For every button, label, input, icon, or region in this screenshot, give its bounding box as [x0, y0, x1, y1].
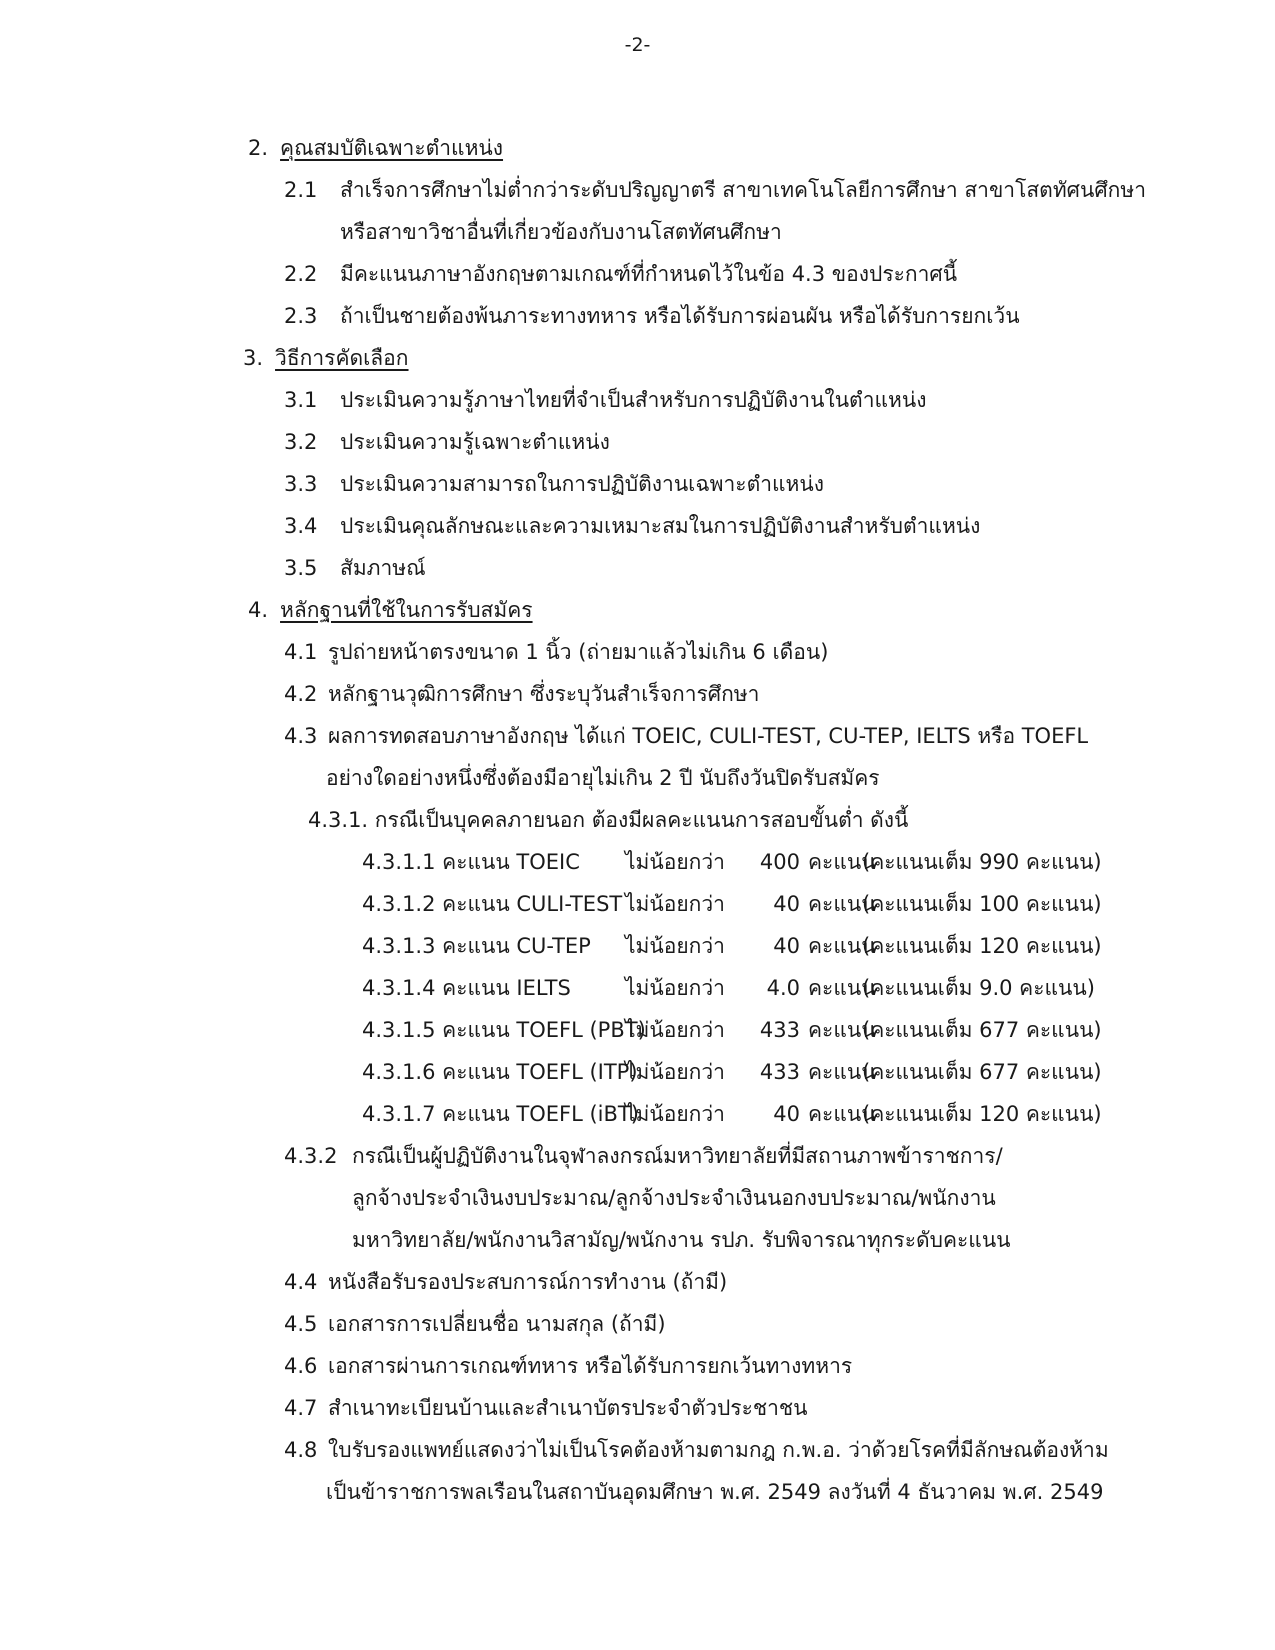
item-3-5 — [284, 554, 426, 582]
item-4-5 — [284, 1310, 666, 1338]
section-2-heading — [248, 134, 503, 162]
item-2-1 — [284, 176, 1146, 204]
score-label: 4.3.1.3 คะแนน CU-TEP — [362, 934, 591, 958]
item-text: ประเมินความรู้เฉพาะตำแหน่ง — [340, 430, 610, 454]
item-number: 3.3 — [284, 472, 318, 496]
item-text: ผลการทดสอบภาษาอังกฤษ ได้แก่ TOEIC, CULI-TEST, CU-TEP, IELTS หรือ TOEFL — [328, 724, 1089, 748]
score-full: (คะแนนเต็ม 100 คะแนน) — [862, 892, 1102, 916]
item-number: 3.1 — [284, 388, 318, 412]
section-number: 2. — [248, 136, 269, 160]
item-4-3-continued: อย่างใดอย่างหนึ่งซึ่งต้องมีอายุไม่เกิน 2 ปี นับถึงวันปิดรับสมัคร — [326, 766, 880, 790]
score-min-text: ไม่น้อยกว่า — [625, 1018, 725, 1042]
item-number: 3.5 — [284, 556, 318, 580]
item-4-4 — [284, 1268, 727, 1296]
page-number: -2- — [624, 34, 651, 56]
score-full: (คะแนนเต็ม 120 คะแนน) — [862, 1102, 1102, 1126]
item-text: สำเนาทะเบียนบ้านและสำเนาบัตรประจำตัวประชาชน — [328, 1396, 808, 1420]
item-text: สัมภาษณ์ — [340, 556, 426, 580]
item-text: เอกสารผ่านการเกณฑ์ทหาร หรือได้รับการยกเว้นทางทหาร — [328, 1354, 853, 1378]
score-full: (คะแนนเต็ม 990 คะแนน) — [862, 850, 1102, 874]
score-unit: คะแนน — [808, 850, 876, 874]
item-text: ประเมินความสามารถในการปฏิบัติงานเฉพาะตำแหน่ง — [340, 472, 824, 496]
item-number: 3.2 — [284, 430, 318, 454]
item-number: 2.2 — [284, 262, 318, 286]
item-number: 4.2 — [284, 682, 318, 706]
score-min-value: 40 — [773, 892, 800, 916]
item-number: 2.1 — [284, 178, 318, 202]
item-4-8 — [284, 1436, 1109, 1464]
score-label: 4.3.1.7 คะแนน TOEFL (iBT) — [362, 1102, 639, 1126]
item-3-1 — [284, 386, 926, 414]
score-min-text: ไม่น้อยกว่า — [625, 934, 725, 958]
section-4-heading — [248, 596, 533, 624]
score-min-text: ไม่น้อยกว่า — [625, 976, 725, 1000]
item-4-1 — [284, 638, 828, 666]
item-text: มีคะแนนภาษาอังกฤษตามเกณฑ์ที่กำหนดไว้ในข้อ 4.3 ของประกาศนี้ — [340, 262, 958, 286]
item-4-2 — [284, 680, 759, 708]
score-min-text: ไม่น้อยกว่า — [625, 1060, 725, 1084]
item-number: 2.3 — [284, 304, 318, 328]
item-text: เอกสารการเปลี่ยนชื่อ นามสกุล (ถ้ามี) — [328, 1312, 666, 1336]
score-full: (คะแนนเต็ม 9.0 คะแนน) — [862, 976, 1095, 1000]
item-number: 4.6 — [284, 1354, 318, 1378]
item-number: 3.4 — [284, 514, 318, 538]
item-3-2 — [284, 428, 610, 456]
item-number: 4.3.2 — [284, 1144, 338, 1168]
item-number: 4.8 — [284, 1438, 318, 1462]
score-min-text: ไม่น้อยกว่า — [625, 850, 725, 874]
item-text: ใบรับรองแพทย์แสดงว่าไม่เป็นโรคต้องห้ามตามกฎ ก.พ.อ. ว่าด้วยโรคที่มีลักษณต้องห้าม — [328, 1438, 1109, 1462]
section-title: คุณสมบัติเฉพาะตำแหน่ง — [280, 136, 504, 160]
item-text: ถ้าเป็นชายต้องพ้นภาระทางทหาร หรือได้รับการผ่อนผัน หรือได้รับการยกเว้น — [340, 304, 1020, 328]
score-label: 4.3.1.5 คะแนน TOEFL (PBT) — [362, 1018, 646, 1042]
item-4-3 — [284, 722, 1088, 750]
item-text: กรณีเป็นผู้ปฏิบัติงานในจุฬาลงกรณ์มหาวิทยาลัยที่มีสถานภาพข้าราชการ/ — [352, 1144, 1003, 1168]
item-text: รูปถ่ายหน้าตรงขนาด 1 นิ้ว (ถ่ายมาแล้วไม่เกิน 6 เดือน) — [328, 640, 829, 664]
item-number: 4.1 — [284, 640, 318, 664]
score-min-value: 400 — [759, 850, 800, 874]
item-4-3-2-line2: ลูกจ้างประจำเงินงบประมาณ/ลูกจ้างประจำเงินนอกงบประมาณ/พนักงาน — [352, 1186, 996, 1210]
item-2-1-continued: หรือสาขาวิชาอื่นที่เกี่ยวข้องกับงานโสตทัศนศึกษา — [340, 220, 782, 244]
score-min-text: ไม่น้อยกว่า — [625, 892, 725, 916]
item-4-6 — [284, 1352, 852, 1380]
score-min-value: 4.0 — [766, 976, 800, 1000]
score-unit: คะแนน — [808, 1060, 876, 1084]
item-text: สำเร็จการศึกษาไม่ต่ำกว่าระดับปริญญาตรี สาขาเทคโนโลยีการศึกษา สาขาโสตทัศนศึกษา — [340, 178, 1147, 202]
item-4-8-continued: เป็นข้าราชการพลเรือนในสถาบันอุดมศึกษา พ.ศ. 2549 ลงวันที่ 4 ธันวาคม พ.ศ. 2549 — [326, 1480, 1104, 1504]
score-label: 4.3.1.4 คะแนน IELTS — [362, 976, 571, 1000]
section-3-heading — [243, 344, 409, 372]
section-number: 4. — [248, 598, 269, 622]
score-full: (คะแนนเต็ม 677 คะแนน) — [862, 1060, 1102, 1084]
score-min-value: 40 — [773, 1102, 800, 1126]
score-full: (คะแนนเต็ม 677 คะแนน) — [862, 1018, 1102, 1042]
item-4-7 — [284, 1394, 808, 1422]
score-unit: คะแนน — [808, 934, 876, 958]
item-text: ประเมินคุณลักษณะและความเหมาะสมในการปฏิบัติงานสำหรับตำแหน่ง — [340, 514, 981, 538]
item-text: หลักฐานวุฒิการศึกษา ซึ่งระบุวันสำเร็จการศึกษา — [328, 682, 760, 706]
section-number: 3. — [243, 346, 264, 370]
score-min-text: ไม่น้อยกว่า — [625, 1102, 725, 1126]
item-2-3 — [284, 302, 1020, 330]
item-number: 4.5 — [284, 1312, 318, 1336]
score-min-value: 40 — [773, 934, 800, 958]
item-number: 4.7 — [284, 1396, 318, 1420]
score-unit: คะแนน — [808, 976, 876, 1000]
item-text: ประเมินความรู้ภาษาไทยที่จำเป็นสำหรับการปฏิบัติงานในตำแหน่ง — [340, 388, 927, 412]
item-3-3 — [284, 470, 824, 498]
score-unit: คะแนน — [808, 892, 876, 916]
score-label: 4.3.1.2 คะแนน CULI-TEST — [362, 892, 623, 916]
section-title: หลักฐานที่ใช้ในการรับสมัคร — [280, 598, 533, 622]
score-unit: คะแนน — [808, 1018, 876, 1042]
item-4-3-1: 4.3.1. กรณีเป็นบุคคลภายนอก ต้องมีผลคะแนนการสอบขั้นต่ำ ดังนี้ — [308, 808, 909, 832]
item-text: หนังสือรับรองประสบการณ์การทำงาน (ถ้ามี) — [328, 1270, 728, 1294]
item-4-3-2 — [284, 1142, 1003, 1170]
section-title: วิธีการคัดเลือก — [275, 346, 409, 370]
item-4-3-2-line3: มหาวิทยาลัย/พนักงานวิสามัญ/พนักงาน รปภ. รับพิจารณาทุกระดับคะแนน — [352, 1228, 1011, 1252]
item-number: 4.4 — [284, 1270, 318, 1294]
item-2-2 — [284, 260, 957, 288]
score-min-value: 433 — [759, 1018, 800, 1042]
item-3-4 — [284, 512, 980, 540]
score-full: (คะแนนเต็ม 120 คะแนน) — [862, 934, 1102, 958]
item-number: 4.3 — [284, 724, 318, 748]
score-label: 4.3.1.6 คะแนน TOEFL (ITP) — [362, 1060, 638, 1084]
score-label: 4.3.1.1 คะแนน TOEIC — [362, 850, 580, 874]
score-min-value: 433 — [759, 1060, 800, 1084]
score-unit: คะแนน — [808, 1102, 876, 1126]
